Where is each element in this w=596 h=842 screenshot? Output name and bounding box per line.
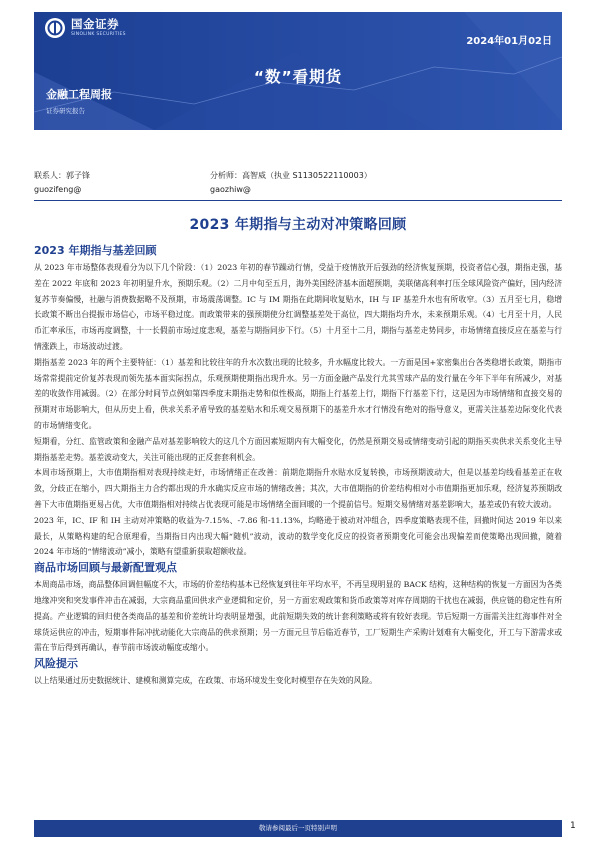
report-title: “数”看期货 <box>253 68 343 86</box>
page-number: 1 <box>570 821 576 831</box>
contact-email: guozifeng@ <box>34 185 82 194</box>
paragraph: 以上结果通过历史数据统计、建模和测算完成，在政策、市场环境发生变化时模型存在失效的风险。 <box>34 676 378 686</box>
paragraph: 短期看，分红、监管政策和金融产品对基差影响较大的这几个方面因素短期内有大幅变化，仍然是预期交易或情绪变动引起的期指买卖供求关系变化主导期指基差走势。基差波动变大，关注可能出现的正反套套利机会。 <box>34 436 562 462</box>
author-divider <box>34 200 562 201</box>
report-date: 2024年01月02日 <box>466 36 552 47</box>
paragraph: 本周商品市场，商品整体回调但幅度不大，市场的价差结构基本已经恢复到往年平均水平，不再呈现明显的 BACK 结构，这种结构的恢复一方面因为各类地缘冲突和突发事件冲击在减弱，大宗商品重回供求产业逻辑和定价，另一方面宏观政策和货币政策等对库存周期的干扰也在减弱，供应链的稳定性有所提高。产业逻辑的回归使各类商品的基差和价差统计均表明显增强，此前短期失效的统计套利策略或将有较好表现。节后短期一方面需关注红海事件对全球货运供应的冲击，短期事件际冲扰动能化大宗商品的供求预期；另一方面元旦节后临近春节，工厂短期生产采购计划难有大幅变化，开工与下游需求或需在节后得到再确认，春节前市场波动幅度或缩小。 <box>34 580 562 653</box>
contact-person: 联系人：郭子锋 <box>34 171 90 180</box>
section-title: 2023 年期指与基差回顾 <box>34 244 157 257</box>
paragraph: 本周市场预期上，大市值期指相对表现持续走好，市场情绪正在改善：前期危期指升水贴水反复转换，市场预期波动大，但是以基差均线看基差正在收敛，分歧正在缩小，四大期指主力合约都出现的升水确实反应市场的情绪改善；其次，大市值期指的价差结构相对小市值期指更加乐观，经济复苏预期改善下大市值期指更易占优，大市值期指相对持续占优表现可能是市场情绪全面回暖的一个提前信号。短期交易情绪对基差影响大，基差或仍有较大波动。 <box>34 468 562 509</box>
report-series: 金融工程周报 <box>46 88 112 101</box>
logo-chinese-name: 国金证券 <box>71 17 119 31</box>
paragraph: 从 2023 年市场整体表现看分为以下几个阶段：（1）2023 年初的春节躁动行情，受益于疫情放开后强劲的经济恢复预期，投资者信心强，期指走强，基差在 2022 年底和 2023 年初明显升水，预期乐观。（2）二月中旬至五月，海外美国经济基本面超预期，美联储高利率打压全球风险资产偏好，国内经济复苏节奏偏慢，社融与消费数据略不及预期，市场震荡调整。IC 与 IM 期指在此期间收复贴水，IH 与 IF 基差升水也有所收窄。（3）五月至七月，稳增长政策不断出台提振市场信心，市场平稳过度。而政策带来的强预期使分红调整基差处于高位，四大期指均升水，未来预期乐观。（4）七月至十月，人民币汇率承压，市场再度调整，十一长假前市场过度悲观，基差与期指同步下行。（5）十月至十二月，期指与基差走势同步，市场情绪直接反应在基差与行情涨跌上，市场波动过渡。 <box>34 263 562 351</box>
paragraph: 期指基差 2023 年的两个主要特征：（1）基差和比较往年的升水次数出现的比较多，升水幅度比较大。一方面是国+家密集出台各类稳增长政策，期指市场常常提前定价复苏表现而领先基本面实际拐点，乐观预期使期指出现升水。另一方面金融产品发行尤其雪球产品的发行量在今年下半年有所减少，对基差的收敛作用减弱。（2）在部分时间节点例如第四季度末期指走势和似性极高，期指上行基差上行，期指下行基差下行，这是因为市场情绪和直接交易的预期对市场影响大，但从历史上看，供求关系矛盾导致的基差贴水和乐观交易预期下的基差升水才行情没有绝对的指导意义，更需关注基差边际变化代表的市场情绪变化。 <box>34 357 562 430</box>
company-logo <box>44 17 126 39</box>
section-commodity-review <box>34 560 562 656</box>
section-title: 风险提示 <box>34 657 78 671</box>
section-title: 商品市场回顾与最新配置观点 <box>34 561 177 575</box>
report-type: 证券研究报告 <box>46 107 85 115</box>
section-futures-review <box>34 243 562 560</box>
report-body <box>34 243 562 689</box>
logo-english-name: SINOLINK SECURITIES <box>71 31 126 37</box>
report-headline: 2023 年期指与主动对冲策略回顾 <box>189 217 407 233</box>
analyst: 分析师：高智威（执业 S1130522110003） <box>210 171 372 180</box>
paragraph: 2023 年，IC、IF 和 IH 主动对冲策略的收益为-7.15%、-7.86 和-11.13%，均略逊于被动对冲组合，四季度策略表现不佳，回撤时间达 2019 年以来最长，从策略构建的纪合原理看，当期指日内出现大幅“随机”波动，波动的数学变化反应的投资者预期变化可能会出现偏差而使策略出现回撤，随着 2024 年市场的“情绪波动”减小，策略有望重新获取超额收益。 <box>34 515 562 557</box>
report-header <box>34 12 562 130</box>
footer-disclaimer: 敬请参阅最后一页特别声明 <box>259 824 337 832</box>
logo-mark-icon <box>44 17 66 39</box>
analyst-email: gaozhiw@ <box>210 185 251 194</box>
section-risk-warning <box>34 656 562 689</box>
